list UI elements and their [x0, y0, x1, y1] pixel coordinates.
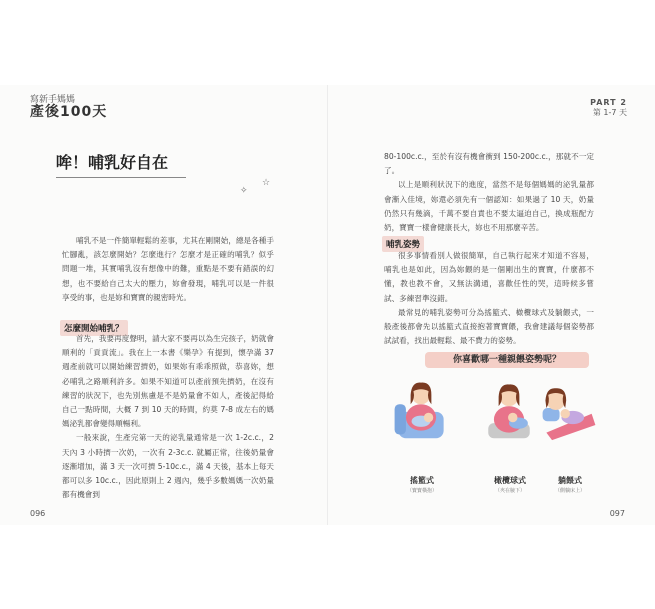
- football-hold-illustration: [480, 376, 538, 442]
- left-para-2: 一般來說，生產完第一天的泌乳量通常是一次 1-2c.c.，2 天內 3 小時擠一次奶，一次有 2-3c.c. 就屬正常，往後奶量會逐漸增加，滿 3 天一次可擠 5-10c.c.，滿 4 天後，基本上每天都可以多 10c.c.，因此原則上 2 週內，幾乎多數媽媽一次奶量都有機會到: [62, 433, 274, 500]
- page-number-right: 097: [609, 509, 625, 518]
- pose-note-3: （側躺床上）: [554, 488, 585, 494]
- right-para-1: 以上是順利狀況下的進度，當然不是每個媽媽的泌乳量都會漸入佳境，妳還必須先有一個認知：如果過了 10 天，奶量仍然只有幾滴，千萬不要自責也不要太逼迫自己，換成瓶配方奶，寶寶一樣會健康長大，妳也不用那麼辛苦。: [384, 180, 594, 233]
- part-sub: 第 1-7 天: [592, 108, 627, 117]
- cradle-hold-illustration: [392, 376, 450, 442]
- series-logo: [30, 94, 107, 118]
- right-para-3: 最常見的哺乳姿勢可分為搖籃式、橄欖球式及躺餵式，一般產後都會先以搖籃式直接抱著寶寶餵，我會建議每個姿勢都試試看，找出最輕鬆、最不費力的姿勢。: [384, 307, 594, 346]
- side-lying-illustration: [540, 376, 598, 442]
- series-top: 寫新手媽媽: [30, 95, 76, 105]
- page-gutter: [327, 85, 328, 525]
- pose-name-2: 橄欖球式: [494, 476, 526, 485]
- pose-note-2: （夾在腋下）: [494, 488, 525, 494]
- pose-name-1: 搖籃式: [410, 476, 434, 485]
- left-body: [62, 332, 274, 502]
- left-para-1: 首先，我要再度聲明，請大家不要再以為生完孩子，奶就會順利的「貢貢流」。我在上一本書《樂孕》有提到，懷孕滿 37 週產前就可以開始練習擠奶，如果妳有乖乖照做，恭喜妳，想必哺乳之路順利許多。如果不知道可以產前預先擠奶，在沒有練習的狀況下，也先別焦慮是不是奶量會不如人，產後記得給自己一點時間，大概 7 到 10 天的時間，約莫 7-8 成左右的媽媽泌乳都會變得順暢利。: [62, 334, 274, 429]
- subhead-positions: 哺乳姿勢: [382, 236, 424, 252]
- intro-text: 哺乳不是一件簡單輕鬆的差事，尤其在剛開始，總是各種手忙腳亂，該怎麼開始？怎麼進行？怎麼才是正確的哺乳？似乎問題一堆，其實哺乳沒有想像中的難，重點是不要有錯誤的幻想，也不要給自己太大的壓力，妳會發現，哺乳可以是一件很享受的事，也是妳和寶寶的親密時光。: [62, 236, 274, 302]
- intro-paragraph: [62, 234, 274, 305]
- pose-note-1: （寶寶橫抱）: [406, 488, 437, 494]
- series-title: 產後100天: [30, 104, 108, 120]
- subhead-start: 怎麼開始哺乳？: [60, 320, 128, 336]
- page-number-left: 096: [30, 509, 46, 518]
- part-label: PART 2: [590, 98, 627, 107]
- right-body-top: [384, 150, 594, 235]
- pose-name-3: 躺餵式: [558, 476, 582, 485]
- sparkle-icon: ✧ ☆: [240, 178, 271, 196]
- right-para-2: 很多事情看別人做很簡單，自己執行起來才知道不容易，哺乳也是如此，因為妳餵的是一個剛出生的寶寶，什麼都不懂，教也教不會，又無法溝通，喜歡任性的哭，這時候多嘗試、多練習準沒錯。: [384, 251, 594, 303]
- right-cont: 80-100c.c.，至於有沒有機會衝到 150-200c.c.，那就不一定了。: [384, 152, 594, 176]
- page-title: 哞！哺乳好自在: [56, 150, 186, 178]
- part-marker: [590, 98, 627, 118]
- right-body-bottom: [384, 249, 594, 348]
- question-banner: 你喜歡哪一種親餵姿勢呢？: [425, 352, 589, 368]
